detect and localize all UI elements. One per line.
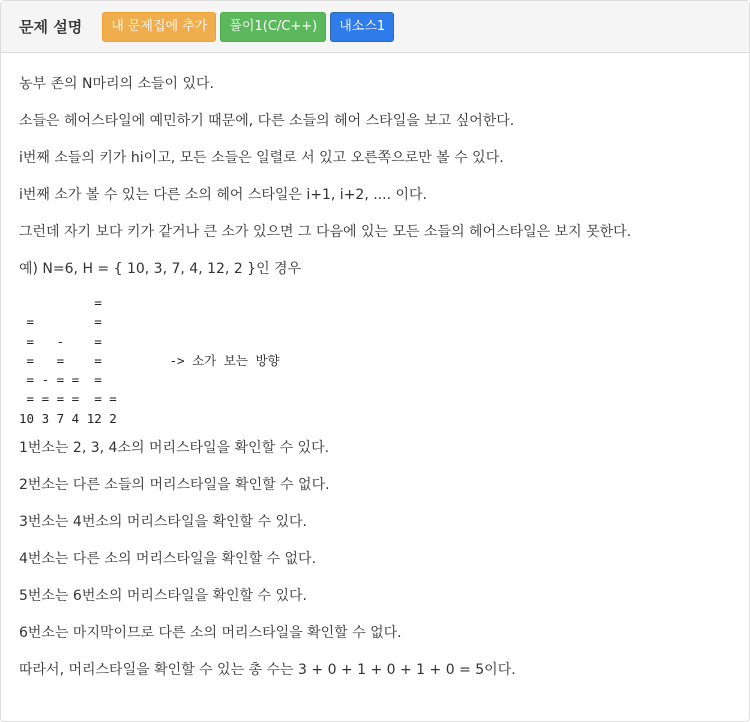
- result-line: 5번소는 6번소의 머리스타일을 확인할 수 있다.: [19, 588, 307, 605]
- solution-button[interactable]: 풀이1(C/C++): [220, 12, 326, 42]
- problem-description: [1, 53, 749, 680]
- result-line: 2번소는 다른 소들의 머리스타일을 확인할 수 없다.: [19, 477, 330, 494]
- description-paragraph: 농부 존의 N마리의 소들이 있다.: [19, 76, 215, 92]
- add-to-my-set-button[interactable]: 내 문제집에 추가: [102, 12, 216, 42]
- result-line: 6번소는 마지막이므로 다른 소의 머리스타일을 확인할 수 없다.: [19, 625, 402, 642]
- panel-title: 문제 설명: [19, 18, 83, 36]
- description-paragraph: i번째 소가 볼 수 있는 다른 소의 헤어 스타일은 i+1, i+2, .... 이다.: [19, 187, 427, 203]
- my-source-button[interactable]: 내소스1: [330, 12, 394, 42]
- panel-header: [1, 1, 749, 53]
- example-header: 예) N=6, H = { 10, 3, 7, 4, 12, 2 }인 경우: [19, 261, 302, 277]
- total-line: 따라서, 머리스타일을 확인할 수 있는 총 수는 3 + 0 + 1 + 0 + 1 + 0 = 5이다.: [19, 662, 516, 679]
- ascii-height-diagram: = = = = - = = = = -> 소가 보는 방향 = - = = = = = = = = = 10 3 7 4 12 2: [19, 295, 280, 426]
- result-line: 4번소는 다른 소의 머리스타일을 확인할 수 없다.: [19, 551, 317, 568]
- description-paragraph: i번째 소들의 키가 hi이고, 모든 소들은 일렬로 서 있고 오른쪽으로만 볼 수 있다.: [19, 150, 504, 166]
- description-paragraph: 그런데 자기 보다 키가 같거나 큰 소가 있으면 그 다음에 있는 모든 소들의 헤어스타일은 보지 못한다.: [19, 224, 632, 240]
- description-paragraph: 소들은 헤어스타일에 예민하기 때문에, 다른 소들의 헤어 스타일을 보고 싶어한다.: [19, 113, 515, 129]
- result-line: 3번소는 4번소의 머리스타일을 확인할 수 있다.: [19, 514, 307, 531]
- result-line: 1번소는 2, 3, 4소의 머리스타일을 확인할 수 있다.: [19, 440, 330, 457]
